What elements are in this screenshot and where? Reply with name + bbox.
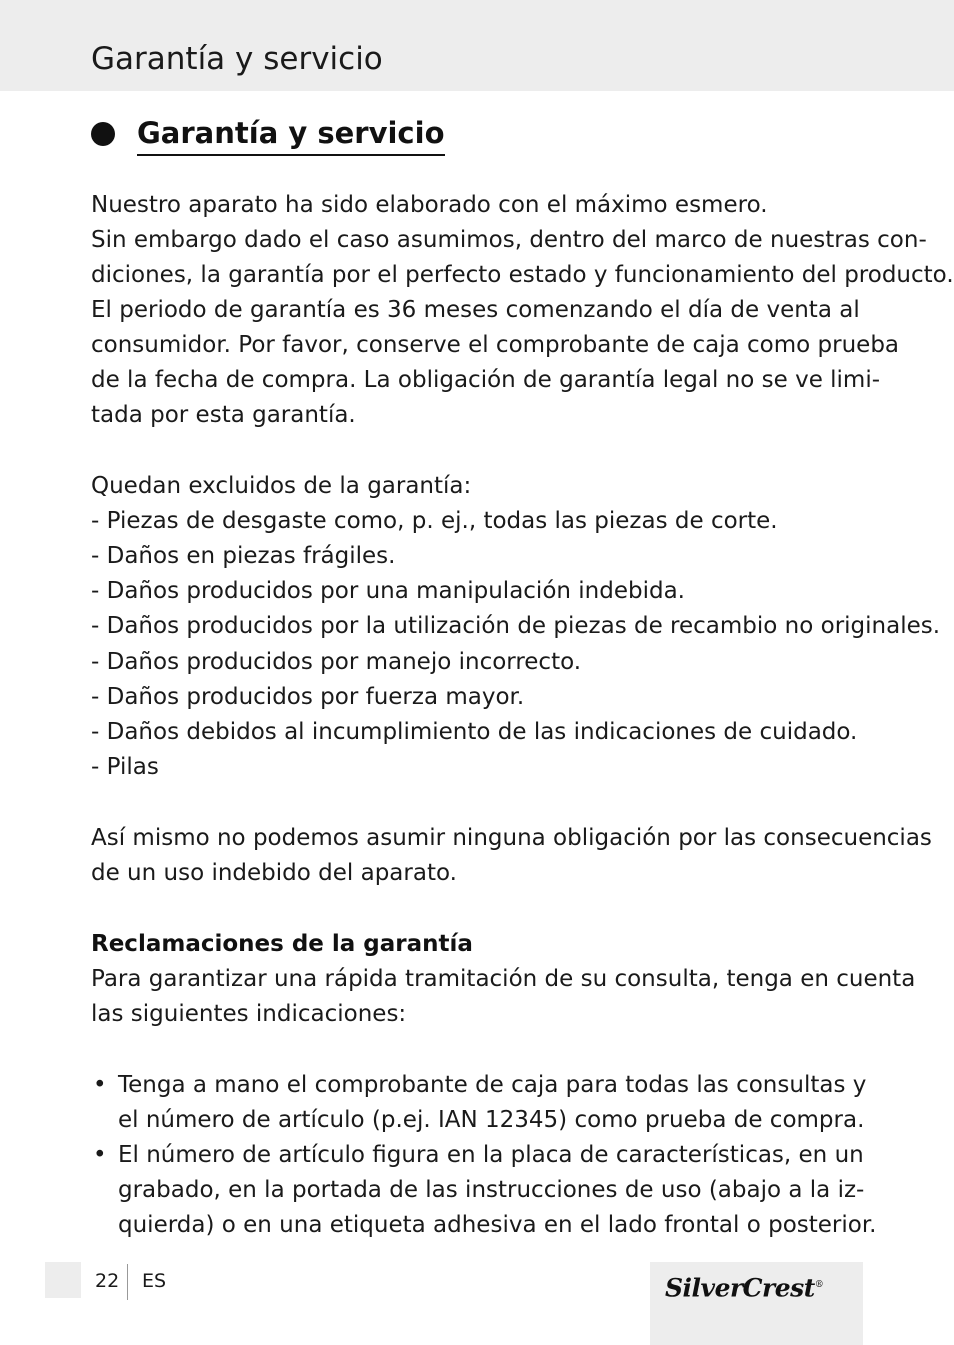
intro-line: tada por esta garantía. bbox=[91, 402, 356, 428]
exclusion-item: - Pilas bbox=[91, 754, 159, 780]
brand-name: SilverCrest bbox=[665, 1273, 815, 1303]
registered-mark: ® bbox=[814, 1280, 824, 1290]
language-code: ES bbox=[142, 1270, 167, 1292]
exclusion-item: - Piezas de desgaste como, p. ej., todas las piezas de corte. bbox=[91, 508, 778, 534]
footer-divider bbox=[127, 1264, 128, 1300]
exclusion-item: - Daños producidos por la utilización de piezas de recambio no originales. bbox=[91, 613, 941, 639]
misuse-line: de un uso indebido del aparato. bbox=[91, 860, 457, 886]
exclusion-item: - Daños producidos por fuerza mayor. bbox=[91, 684, 525, 710]
intro-line: El periodo de garantía es 36 meses comenzando el día de venta al bbox=[91, 297, 860, 323]
claims-bullet-line: quierda) o en una etiqueta adhesiva en el lado frontal o posterior. bbox=[118, 1212, 877, 1238]
intro-line: Nuestro aparato ha sido elaborado con el máximo esmero. bbox=[91, 192, 768, 218]
claims-bullet-line: grabado, en la portada de las instrucciones de uso (abajo a la iz- bbox=[118, 1177, 865, 1203]
page-header-title: Garantía y servicio bbox=[91, 41, 383, 77]
brand-logo bbox=[665, 1268, 855, 1305]
exclusion-item: - Daños debidos al incumplimiento de las indicaciones de cuidado. bbox=[91, 719, 858, 745]
exclusion-item: - Daños en piezas frágiles. bbox=[91, 543, 396, 569]
intro-line: de la fecha de compra. La obligación de garantía legal no se ve limi- bbox=[91, 367, 881, 393]
page-number: 22 bbox=[95, 1270, 120, 1292]
intro-line: diciones, la garantía por el perfecto estado y funcionamiento del producto. bbox=[91, 262, 954, 288]
claims-intro-line: Para garantizar una rápida tramitación de su consulta, tenga en cuenta bbox=[91, 966, 916, 992]
claims-bullet-line: El número de artículo figura en la placa de características, en un bbox=[118, 1142, 864, 1168]
footer-marker bbox=[45, 1262, 81, 1298]
misuse-line: Así mismo no podemos asumir ninguna obligación por las consecuencias bbox=[91, 825, 932, 851]
claims-heading: Reclamaciones de la garantía bbox=[91, 931, 473, 957]
intro-line: consumidor. Por favor, conserve el comprobante de caja como prueba bbox=[91, 332, 900, 358]
bullet-icon: • bbox=[93, 1142, 107, 1168]
exclusion-item: - Daños producidos por manejo incorrecto. bbox=[91, 649, 582, 675]
claims-bullet-line: el número de artículo (p.ej. IAN 12345) como prueba de compra. bbox=[118, 1107, 865, 1133]
bullet-icon: • bbox=[93, 1072, 107, 1098]
section-heading bbox=[91, 110, 445, 158]
section-bullet-icon bbox=[91, 122, 115, 146]
exclusions-heading: Quedan excluidos de la garantía: bbox=[91, 473, 472, 499]
claims-intro-line: las siguientes indicaciones: bbox=[91, 1001, 407, 1027]
section-title: Garantía y servicio bbox=[137, 113, 445, 156]
claims-bullet-line: Tenga a mano el comprobante de caja para todas las consultas y bbox=[118, 1072, 867, 1098]
exclusion-item: - Daños producidos por una manipulación indebida. bbox=[91, 578, 685, 604]
intro-line: Sin embargo dado el caso asumimos, dentro del marco de nuestras con- bbox=[91, 227, 927, 253]
